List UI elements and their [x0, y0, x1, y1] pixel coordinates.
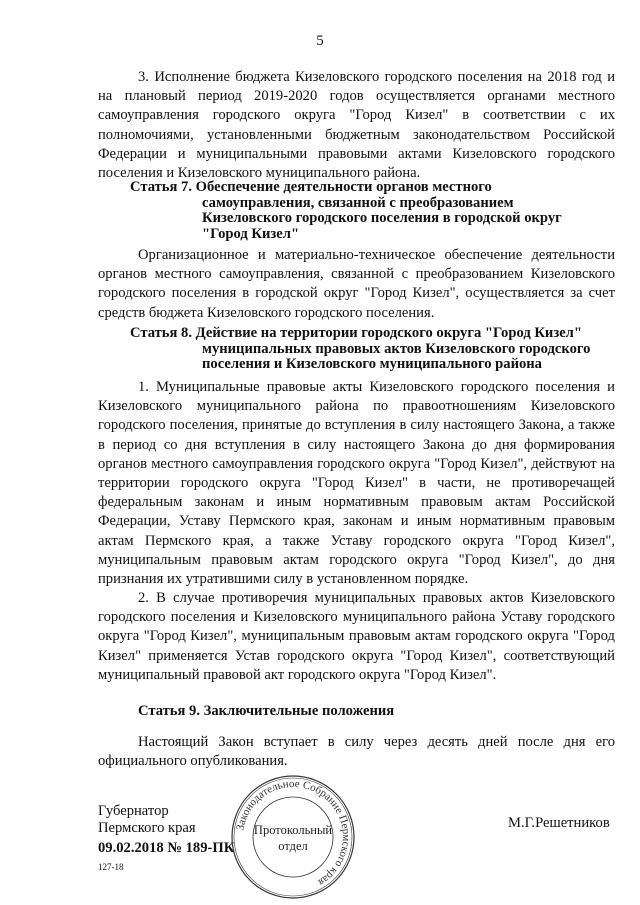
- article-9-heading: [138, 704, 618, 720]
- signatory-title-line: Пермского края: [98, 820, 196, 836]
- stamp-center-line: отдел: [278, 839, 308, 853]
- heading-line: "Город Кизел": [202, 225, 300, 242]
- page-number: 5: [316, 33, 324, 49]
- heading-line: самоуправления, связанной с преобразованием: [202, 194, 514, 211]
- signatory-title-line: Губернатор: [98, 803, 169, 819]
- section-3-paragraph: 3. Исполнение бюджета Кизеловского городского поселения на 2018 год и на плановый период 2019-2020 годов осуществляется органами местного самоуправления городского округа "Город Кизел" в соответствии с их полномочиями, установленными бюджетным законодательством Российской Федерации и муниципальными правовыми актами Кизеловского городского поселения и Кизеловского муниципального района.: [98, 69, 615, 182]
- heading-line: Статья 8. Действие на территории городского округа "Город Кизел": [130, 325, 582, 341]
- stamp-seal: [228, 772, 358, 902]
- article-9-paragraph: Настоящий Закон вступает в силу через десять дней после дня его официального опубликования.: [98, 734, 615, 770]
- article-8-paragraph-2: 2. В случае противоречия муниципальных правовых актов Кизеловского городского поселения и Кизеловского муниципального района Уставу городского округа "Город Кизел", муниципальным правовым актам городского округа "Город Кизел" применяется Устав городского округа "Город Кизел", соответствующий муниципальный правовой акт городского округа "Город Кизел".: [98, 590, 615, 683]
- stamp-inner-ring: [253, 797, 333, 877]
- date-and-number: 09.02.2018 № 189-ПК: [98, 840, 235, 856]
- document-code: 127-18: [98, 862, 124, 872]
- stamp-outer-ring: [232, 776, 354, 898]
- article-7-heading: [130, 180, 610, 242]
- article-8-paragraph-1: 1. Муниципальные правовые акты Кизеловского городского поселения и Кизеловского муниципального района по правоотношениям Кизеловского городского поселения, принятые до вступления в силу настоящего Закона, а также в период со дня вступления в силу настоящего Закона до дня формирования органов местного самоуправления городского округа "Город Кизел", действуют на территории городского округа "Город Кизел" в части, не противоречащей федеральным законам и иным нормативным правовым актам Российской Федерации, Уставу Пермского края, законам и иным нормативным правовым актам Пермского края, а также Уставу городского округа "Город Кизел", муниципальным правовым актам городского округа "Город Кизел", до дня признания их утратившими силу в установленном порядке.: [98, 379, 615, 588]
- heading-line: Статья 7. Обеспечение деятельности органов местного: [130, 179, 492, 195]
- heading-line: Кизеловского городского поселения в городской округ: [202, 210, 562, 226]
- article-8-heading: [130, 326, 610, 373]
- article-7-paragraph: Организационное и материально-техническое обеспечение деятельности органов местного самоуправления, связанной с преобразованием Кизеловского городского поселения в городской округ "Город Кизел", осуществляется за счет средств бюджета Кизеловского городского поселения.: [98, 247, 615, 321]
- heading-line: Статья 9. Заключительные положения: [138, 703, 395, 719]
- heading-line: поселения и Кизеловского муниципального района: [202, 356, 542, 372]
- stamp-ring-textpath: Законодательное Собрание Пермского края: [234, 777, 353, 889]
- signatory-name: М.Г.Решетников: [508, 815, 610, 831]
- stamp-center-line: Протокольный: [253, 823, 333, 837]
- heading-line: муниципальных правовых актов Кизеловского городского: [202, 340, 591, 357]
- signatory-title: [98, 803, 196, 837]
